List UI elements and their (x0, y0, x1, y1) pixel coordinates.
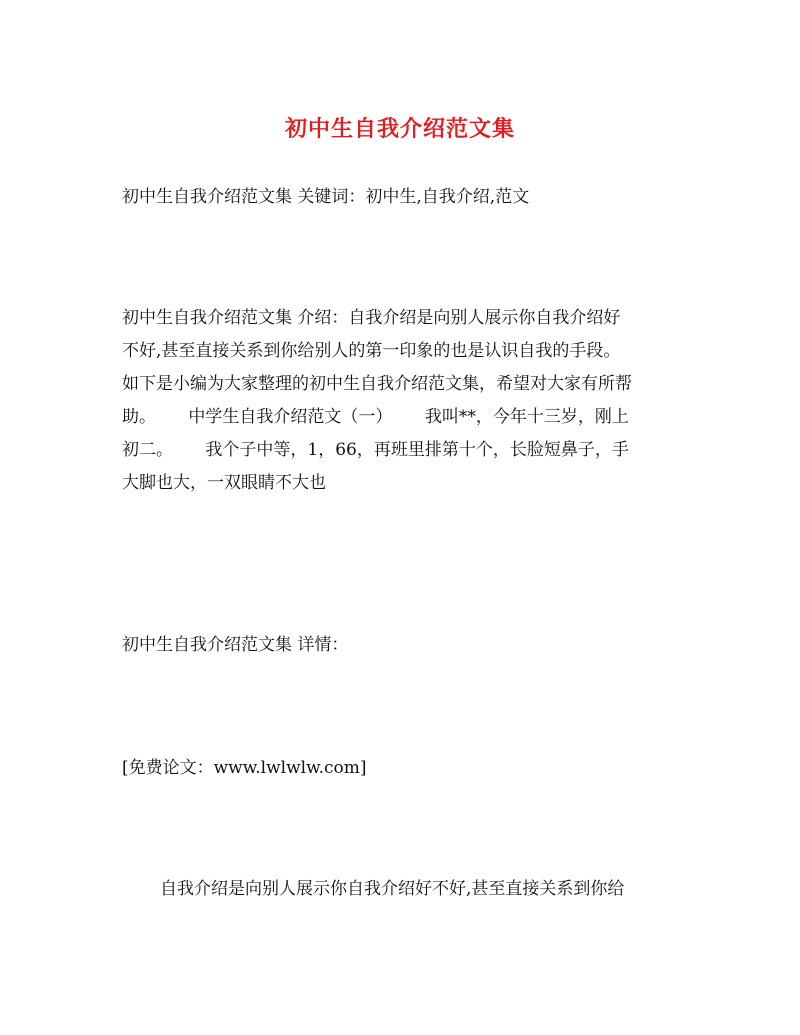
free-paper-link[interactable]: [免费论文：www.lwlwlw.com] (122, 758, 367, 778)
intro-line: 初中生自我介绍范文集 介绍：自我介绍是向别人展示你自我介绍好 (122, 308, 621, 328)
intro-line: 大脚也大，一双眼睛不大也 (122, 473, 326, 493)
intro-line: 助。 中学生自我介绍范文（一） 我叫**，今年十三岁，刚上 (122, 407, 629, 427)
intro-line: 不好,甚至直接关系到你给别人的第一印象的也是认识自我的手段。 (122, 341, 621, 361)
intro-paragraph (122, 302, 682, 500)
details-line: 初中生自我介绍范文集 详情： (122, 635, 349, 655)
intro-line: 如下是小编为大家整理的初中生自我介绍范文集，希望对大家有所帮 (122, 374, 632, 394)
keywords-line: 初中生自我介绍范文集 关键词：初中生,自我介绍,范文 (122, 187, 530, 207)
intro-line: 初二。 我个子中等，1，66，再班里排第十个，长脸短鼻子，手 (122, 440, 629, 460)
document-title: 初中生自我介绍范文集 (284, 116, 515, 142)
body-first-line: 自我介绍是向别人展示你自我介绍好不好,甚至直接关系到你给 (160, 879, 625, 899)
